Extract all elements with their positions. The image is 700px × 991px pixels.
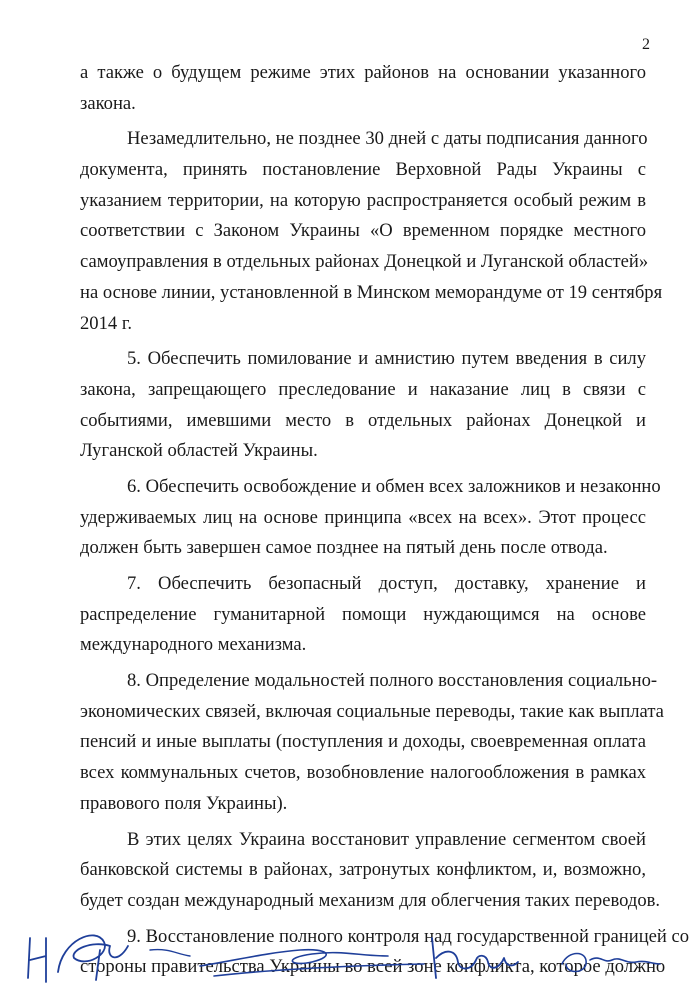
text-line: 8. Определение модальностей полного восстановления социально-: [127, 670, 658, 692]
text-line: Незамедлительно, не позднее 30 дней с даты подписания данного: [127, 128, 648, 150]
text-line: документа, принять постановление Верховной Рады Украины с: [80, 159, 646, 181]
text-line: на основе линии, установленной в Минском меморандуме от 19 сентября: [80, 281, 663, 303]
signature-4: [432, 938, 518, 978]
text-line: распределение гуманитарной помощи нуждающимся на основе: [80, 603, 646, 625]
signature-3: [200, 950, 424, 976]
text-line: пенсий и иные выплаты (поступления и доходы, своевременная оплата: [80, 731, 646, 753]
text-line: экономических связей, включая социальные переводы, такие как выплата: [80, 700, 664, 722]
paragraph: [80, 58, 646, 119]
paragraph: [80, 666, 664, 819]
text-line: событиями, имевшими место в отдельных районах Донецкой и: [80, 409, 646, 431]
text-line: международного механизма.: [80, 634, 307, 656]
signatures-graphic: [0, 920, 700, 991]
text-line: 6. Обеспечить освобождение и обмен всех заложников и незаконно: [127, 475, 661, 497]
text-line: будет создан международный механизм для облегчения таких переводов.: [80, 889, 661, 911]
signature-5: [562, 954, 660, 972]
text-line: 9. Восстановление полного контроля над государственной границей со: [127, 925, 690, 947]
paragraph: [80, 569, 646, 661]
text-line: 7. Обеспечить безопасный доступ, доставку, хранение и: [127, 573, 646, 594]
text-line: банковской системы в районах, затронутых конфликтом, и, возможно,: [80, 859, 646, 881]
paragraph: [80, 124, 663, 339]
text-line: всех коммунальных счетов, возобновление налогообложения в рамках: [80, 762, 646, 784]
text-line: В этих целях Украина восстановит управление сегментом своей: [127, 828, 646, 850]
text-line: указанием территории, на которую распространяется особый режим в: [80, 189, 646, 211]
paragraph: [80, 344, 646, 467]
text-line: соответствии с Законом Украины «О временном порядке местного: [80, 220, 646, 242]
text-line: правового поля Украины).: [80, 792, 288, 814]
text-line: 2014 г.: [80, 312, 133, 334]
text-line: Луганской областей Украины.: [80, 440, 318, 462]
text-line: самоуправления в отдельных районах Донецкой и Луганской областей»: [80, 251, 649, 273]
text-line: а также о будущем режиме этих районов на основании указанного: [80, 62, 646, 83]
signature-1: [28, 938, 46, 982]
signature-2: [58, 935, 128, 980]
signatures-area: [0, 920, 700, 991]
text-line: 5. Обеспечить помилование и амнистию путем введения в силу: [127, 348, 646, 370]
text-line: удерживаемых лиц на основе принципа «всех на всех». Этот процесс: [80, 506, 646, 528]
text-line: должен быть завершен самое позднее на пятый день после отвода.: [80, 537, 608, 559]
paragraph: [80, 825, 661, 917]
document-body: [80, 58, 690, 983]
paragraph: [80, 472, 661, 564]
text-line: закона, запрещающего преследование и наказание лиц в связи с: [80, 378, 646, 400]
text-line: закона.: [80, 92, 136, 114]
text-line: стороны правительства Украины во всей зоне конфликта, которое должно: [80, 956, 666, 978]
page-number: 2: [642, 36, 650, 53]
